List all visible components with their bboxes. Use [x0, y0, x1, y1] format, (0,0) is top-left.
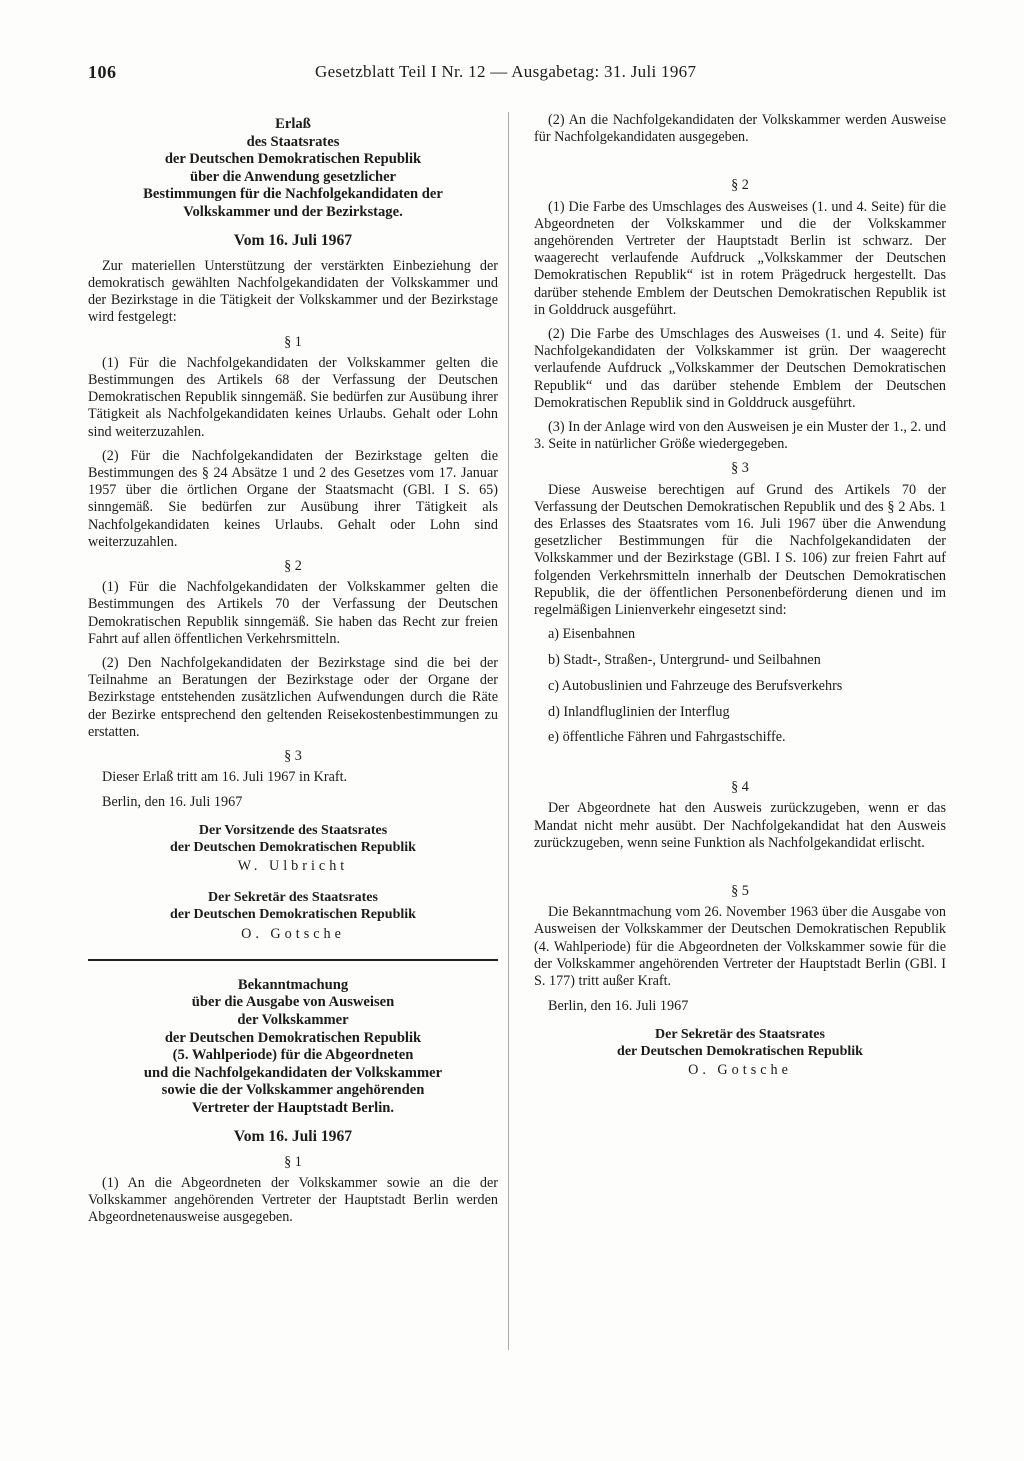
erlass-title-line: Erlaß [275, 116, 311, 132]
section-heading: § 1 [284, 333, 302, 350]
erlass-preamble: Zur materiellen Unterstützung der verstärkten Einbeziehung der demokratisch gewählten Nachfolgekandidaten der Volkskammer und der Bezirkstage in die Tätigkeit der Volkskammer und der Bezirkstage wird festgelegt: [88, 257, 498, 326]
paragraph: (1) An die Abgeordneten der Volkskammer sowie an die der Volkskammer angehörenden Vertreter der Hauptstadt Berlin werden Abgeordnetenausweise ausgegeben. [88, 1175, 498, 1226]
spacer [534, 755, 946, 773]
list-item: c) Autobuslinien und Fahrzeuge des Berufsverkehrs [548, 677, 843, 694]
place-date: Berlin, den 16. Juli 1967 [102, 794, 243, 811]
section-heading: § 5 [731, 883, 749, 900]
signature-block [88, 889, 498, 943]
paragraph: (1) Die Farbe des Umschlages des Ausweises (1. und 4. Seite) für die Abgeordneten der Volkskammer und die der Volkskammer angehörenden Vertreter der Hauptstadt Berlin ist schwarz. Der waagerecht verlaufende Aufdruck „Volkskammer der Deutschen Demokratischen Republik“ ist in rotem Prägedruck hergestellt. Das darüber stehende Emblem der Deutschen Demokratischen Republik ist in Golddruck ausgeführt. [534, 198, 946, 318]
paragraph: (2) Für die Nachfolgekandidaten der Bezirkstage gelten die Bestimmungen des § 24 Absätze 1 und 2 des Gesetzes vom 17. Januar 1957 über die örtlichen Organe der Staatsmacht (GBl. I S. 65) sinngemäß. Sie bedürfen zur Ausübung ihrer Tätigkeit als Nachfolgekandidaten keines Urlaubs. Gehalt oder Lohn sind weiterzuzahlen. [88, 447, 498, 550]
section-heading: § 2 [284, 558, 302, 575]
paragraph: Der Abgeordnete hat den Ausweis zurückzugeben, wenn er das Mandat nicht mehr ausübt. Der Nachfolgekandidat hat den Ausweis zurückzugeben, wenn seine Funktion als Nachfolgekandidat erlischt. [534, 800, 946, 851]
list-item: a) Eisenbahnen [548, 626, 636, 643]
section-heading: § 4 [731, 779, 749, 796]
signatory-name: W. Ulbricht [237, 858, 349, 875]
paragraph: (1) Für die Nachfolgekandidaten der Volkskammer gelten die Bestimmungen des Artikels 70 der Verfassung der Deutschen Demokratischen Republik sinngemäß. Sie haben das Recht zur freien Fahrt auf allen öffentlichen Verkehrsmitteln. [88, 579, 498, 647]
signatory-title: Der Sekretär des Staatsrates [655, 1026, 825, 1042]
paragraph: (2) An die Nachfolgekandidaten der Volkskammer werden Ausweise für Nachfolgekandidaten ausgegeben. [534, 112, 946, 146]
paragraph: (3) In der Anlage wird von den Ausweisen je ein Muster der 1., 2. und 3. Seite in natürlicher Größe wiedergegeben. [534, 419, 946, 453]
bekanntmachung-date: Vom 16. Juli 1967 [233, 1127, 353, 1145]
paragraph: (2) Den Nachfolgekandidaten der Bezirkstage sind die bei der Teilnahme an Beratungen der Bezirkstage oder der Organe der Bezirkstage entstehenden zusätzlichen Aufwendungen durch die Räte der Bezirke entsprechend den geltenden Reisekostenbestimmungen zu erstatten. [88, 655, 498, 740]
bekanntmachung-title-line: der Volkskammer [237, 1012, 349, 1029]
paragraph: Die Bekanntmachung vom 26. November 1963 über die Ausgabe von Ausweisen der Volkskammer der Deutschen Demokratischen Republik (4. Wahlperiode) für die Abgeordneten der Volkskammer sowie für die der Volkskammer angehörenden Vertreter der Hauptstadt Berlin (GBl. I S. 177) tritt außer Kraft. [534, 904, 946, 990]
bekanntmachung-title-line: über die Ausgabe von Ausweisen [191, 994, 395, 1011]
erlass-title-line: der Deutschen Demokratischen Republik [164, 151, 422, 168]
header-title: Gesetzblatt Teil I Nr. 12 — Ausgabetag: 31. Juli 1967 [315, 62, 697, 81]
signatory-name: O. Gotsche [241, 925, 345, 942]
bekanntmachung-title-line: Vertreter der Hauptstadt Berlin. [191, 1100, 395, 1117]
signatory-title: Der Vorsitzende des Staatsrates [198, 822, 388, 838]
bekanntmachung-title-line: der Deutschen Demokratischen Republik [164, 1029, 422, 1046]
left-column [88, 112, 498, 1234]
erlass-title-line: über die Anwendung gesetzlicher [189, 168, 397, 185]
signatory-title: der Deutschen Demokratischen Republik [170, 907, 416, 923]
erlass-title-line: Volkskammer und der Bezirkstage. [183, 203, 403, 220]
signatory-title: der Deutschen Demokratischen Republik [617, 1043, 863, 1059]
section-heading: § 3 [284, 748, 302, 765]
right-column [534, 112, 946, 1093]
erlass-title-line: des Staatsrates [246, 133, 340, 150]
bekanntmachung-title [88, 977, 498, 1118]
list-item: b) Stadt-, Straßen-, Untergrund- und Seilbahnen [548, 652, 821, 669]
signature-block [88, 822, 498, 876]
erlass-title [88, 116, 498, 222]
paragraph: Diese Ausweise berechtigen auf Grund des Artikels 70 der Verfassung der Deutschen Demokratischen Republik und des § 2 Abs. 1 des Erlasses des Staatsrates vom 16. Juli 1967 über die Anwendung gesetzlicher Bestimmungen für die Nachfolgekandidaten der Volkskammer und der Bezirkstage (GBl. I S. 106) zur freien Fahrt auf folgenden Verkehrsmitteln innerhalb der Deutschen Demokratischen Republik, die der öffentlichen Personenbeförderung dienen und im regelmäßigen Linienverkehr eingesetzt sind: [534, 481, 946, 619]
list-item: e) öffentliche Fähren und Fahrgastschiffe. [548, 729, 786, 746]
paragraph: Dieser Erlaß tritt am 16. Juli 1967 in Kraft. [102, 769, 348, 786]
spacer [534, 153, 946, 171]
signature-block [534, 1026, 946, 1080]
transport-list [548, 626, 946, 746]
bekanntmachung-title-line: und die Nachfolgekandidaten der Volkskammer [143, 1064, 443, 1081]
erlass-date: Vom 16. Juli 1967 [233, 231, 353, 249]
section-heading: § 1 [284, 1153, 302, 1170]
list-item: d) Inlandfluglinien der Interflug [548, 703, 730, 720]
signatory-title: Der Sekretär des Staatsrates [208, 890, 378, 906]
spacer [534, 859, 946, 877]
erlass-title-line: Bestimmungen für die Nachfolgekandidaten der [143, 186, 443, 203]
paragraph: (1) Für die Nachfolgekandidaten der Volkskammer gelten die Bestimmungen des Artikels 68 der Verfassung der Deutschen Demokratischen Republik sinngemäß. Sie bedürfen zur Ausübung ihrer Tätigkeit als Nachfolgekandidaten keines Urlaubs. Gehalt oder Lohn sind weiterzuzahlen. [88, 354, 498, 440]
section-heading: § 2 [731, 177, 749, 194]
signatory-title: der Deutschen Demokratischen Republik [170, 839, 416, 855]
bekanntmachung-title-line: Bekanntmachung [237, 976, 349, 993]
page-header [88, 62, 948, 86]
bekanntmachung-title-line: sowie die der Volkskammer angehörenden [161, 1082, 425, 1099]
page-number: 106 [88, 62, 117, 82]
column-divider [508, 112, 509, 1350]
section-divider [88, 959, 498, 961]
bekanntmachung-title-line: (5. Wahlperiode) für die Abgeordneten [172, 1047, 414, 1064]
paragraph: (2) Die Farbe des Umschlages des Ausweises (1. und 4. Seite) für Nachfolgekandidaten der Volkskammer ist grün. Der waagerecht verlaufende Aufdruck „Volkskammer der Deutschen Demokratischen Republik“ und das darüber stehende Emblem der Deutschen Demokratischen Republik sind in Golddruck ausgeführt. [534, 326, 946, 411]
place-date: Berlin, den 16. Juli 1967 [548, 998, 689, 1015]
section-heading: § 3 [731, 460, 749, 477]
signatory-name: O. Gotsche [688, 1061, 792, 1078]
